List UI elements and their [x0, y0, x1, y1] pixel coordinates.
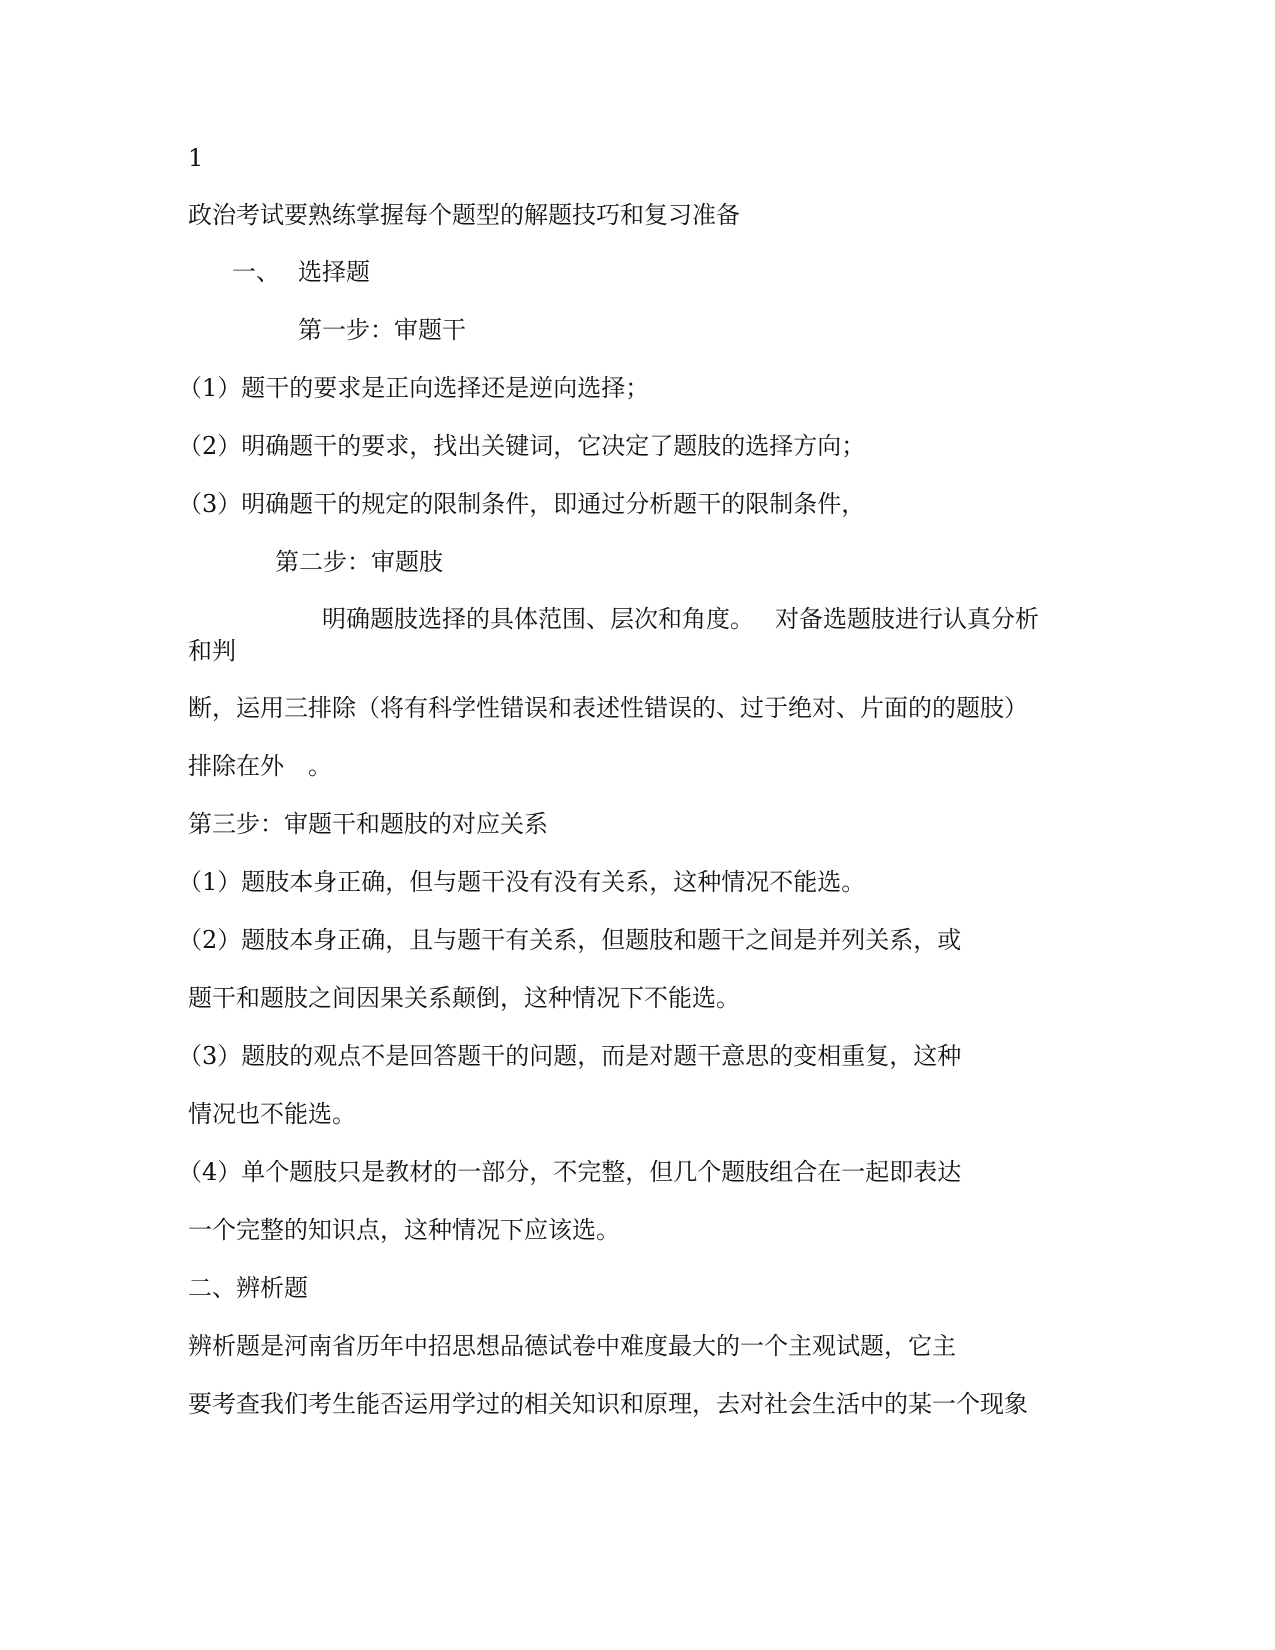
- step3-line: 情况也不能选。: [188, 1100, 356, 1128]
- step3-line: 一个完整的知识点，这种情况下应该选。: [188, 1216, 620, 1244]
- step2-para-e: 排除在外 。: [188, 752, 332, 780]
- step3-line: （3）题肢的观点不是回答题干的问题，而是对题干意思的变相重复，这种: [178, 1042, 962, 1070]
- page-number: 1: [188, 144, 204, 172]
- step3-heading: 第三步：审题干和题肢的对应关系: [188, 810, 548, 838]
- step3-line: 题干和题肢之间因果关系颠倒，这种情况下不能选。: [188, 984, 740, 1012]
- step1-item: （2）明确题干的要求，找出关键词，它决定了题肢的选择方向；: [178, 432, 866, 460]
- step1-heading: 第一步：审题干: [298, 316, 466, 344]
- section2-line: 辨析题是河南省历年中招思想品德试卷中难度最大的一个主观试题，它主: [188, 1332, 956, 1360]
- step2-para-b: 对备选题肢进行认真分析: [775, 605, 1039, 633]
- step1-item: （3）明确题干的规定的限制条件，即通过分析题干的限制条件，: [178, 490, 866, 518]
- step2-para-a: 明确题肢选择的具体范围、层次和角度。: [322, 605, 754, 633]
- step3-line: （4）单个题肢只是教材的一部分，不完整，但几个题肢组合在一起即表达: [178, 1158, 962, 1186]
- section2-line: 要考查我们考生能否运用学过的相关知识和原理，去对社会生活中的某一个现象: [188, 1390, 1028, 1418]
- step2-para-d: 断，运用三排除（将有科学性错误和表述性错误的、过于绝对、片面的的题肢）: [188, 694, 1028, 722]
- section1-heading-num: 一、: [232, 258, 280, 286]
- section1-heading-text: 选择题: [298, 258, 370, 286]
- step3-line: （1）题肢本身正确，但与题干没有没有关系，这种情况不能选。: [178, 868, 866, 896]
- step2-para-c: 和判: [188, 637, 236, 665]
- step2-heading: 第二步：审题肢: [275, 548, 443, 576]
- section2-heading: 二、辨析题: [188, 1274, 308, 1302]
- step3-line: （2）题肢本身正确，且与题干有关系，但题肢和题干之间是并列关系，或: [178, 926, 962, 954]
- step1-item: （1）题干的要求是正向选择还是逆向选择；: [178, 374, 650, 402]
- document-title: 政治考试要熟练掌握每个题型的解题技巧和复习准备: [188, 201, 740, 229]
